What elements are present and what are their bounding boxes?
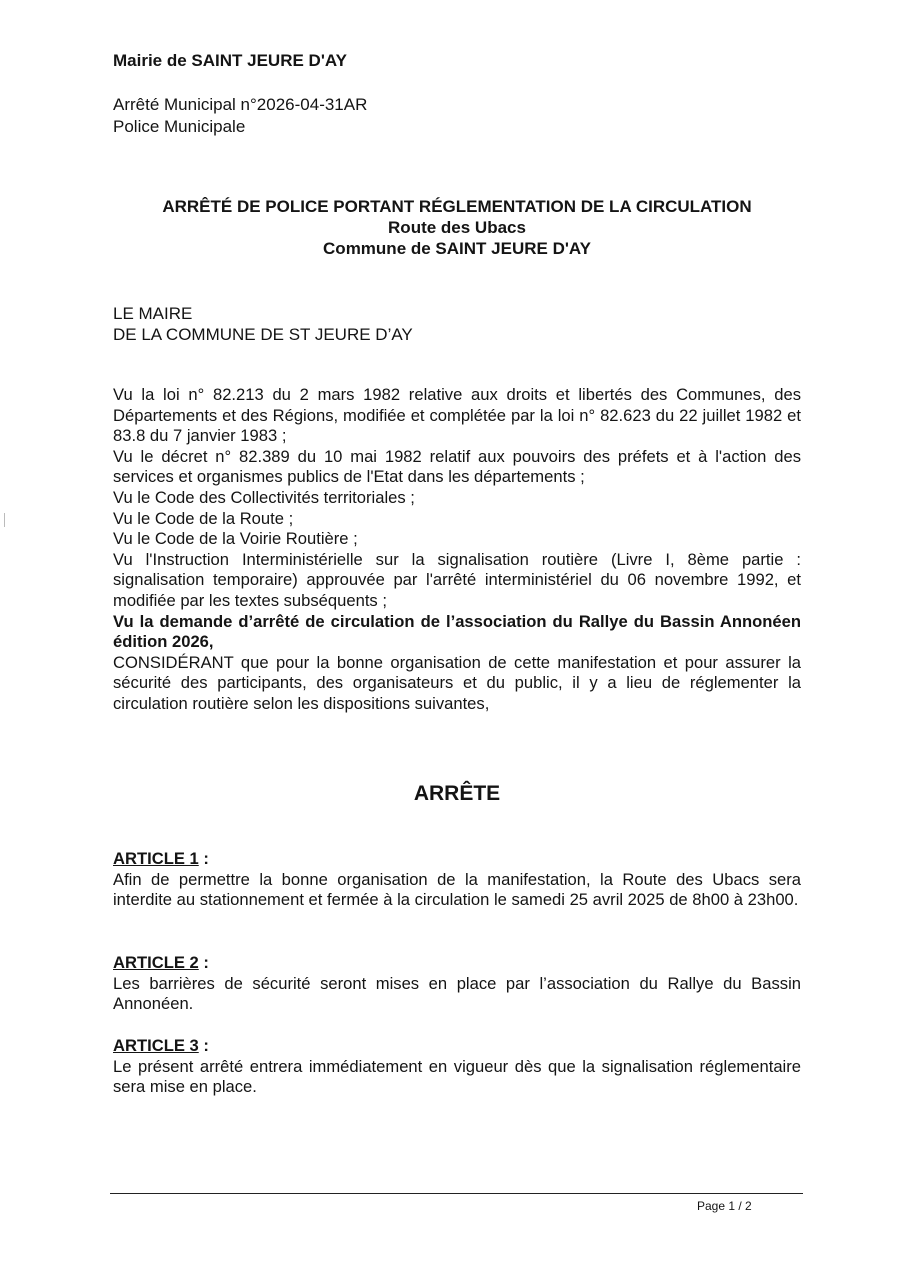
scan-artifact [4, 513, 5, 527]
article-1 [113, 849, 801, 911]
article-label: ARTICLE 3 [113, 1036, 199, 1055]
title-line-2: Route des Ubacs [388, 218, 526, 237]
article-text: Afin de permettre la bonne organisation de la manifestation, la Route des Ubacs sera interdite au stationnement et fermée à la circulation le samedi 25 avril 2025 de 8h00 à 23h00. [113, 869, 801, 910]
authority-line-2: DE LA COMMUNE DE ST JEURE D’AY [113, 325, 413, 344]
authority-line-1: LE MAIRE [113, 304, 193, 323]
article-colon: : [198, 849, 209, 868]
page-number: Page 1 / 2 [697, 1199, 752, 1213]
article-label: ARTICLE 2 [113, 953, 199, 972]
arrete-heading: ARRÊTE [413, 782, 501, 805]
visas-block [113, 385, 801, 715]
visa-item: Vu le Code de la Voirie Routière ; [113, 529, 358, 549]
article-heading [113, 953, 801, 974]
document-title [60, 196, 854, 259]
title-line-3: Commune de SAINT JEURE D'AY [323, 239, 591, 258]
article-text: Les barrières de sécurité seront mises en place par l’association du Rallye du Bassin Annonéen. [113, 973, 801, 1014]
mairie-header: Mairie de SAINT JEURE D'AY [113, 51, 347, 70]
article-heading [113, 1036, 801, 1057]
visa-item: Vu le Code de la Route ; [113, 508, 294, 528]
visa-item: Vu le Code des Collectivités territoriales ; [113, 487, 415, 507]
article-2 [113, 953, 801, 1015]
demande-paragraph: Vu la demande d’arrêté de circulation de l’association du Rallye du Bassin Annonéen édition 2026, [113, 611, 801, 652]
article-text: Le présent arrêté entrera immédiatement en vigueur dès que la signalisation réglementaire sera mise en place. [113, 1056, 801, 1097]
considerant-paragraph: CONSIDÉRANT que pour la bonne organisation de cette manifestation et pour assurer la sécurité des participants, des organisateurs et du public, il y a lieu de réglementer la circulation routière selon les dispositions suivantes, [113, 652, 801, 713]
article-colon: : [198, 1036, 209, 1055]
visa-item: Vu l'Instruction Interministérielle sur la signalisation routière (Livre I, 8ème partie : signalisation temporaire) approuvée par l'arrêté interministériel du 06 novembre 1992, et modifiée par les textes subséquents ; [113, 549, 801, 610]
article-heading [113, 849, 801, 870]
authority-block [113, 303, 413, 345]
footer-divider [110, 1193, 803, 1194]
visa-item: Vu le décret n° 82.389 du 10 mai 1982 relatif aux pouvoirs des préfets et à l'action des services et organismes publics de l'Etat dans les départements ; [113, 446, 801, 487]
article-label: ARTICLE 1 [113, 849, 199, 868]
service-name: Police Municipale [113, 117, 246, 136]
title-line-1: ARRÊTÉ DE POLICE PORTANT RÉGLEMENTATION DE LA CIRCULATION [162, 197, 752, 216]
article-3 [113, 1036, 801, 1098]
article-colon: : [198, 953, 209, 972]
visa-item: Vu la loi n° 82.213 du 2 mars 1982 relative aux droits et libertés des Communes, des Départements et des Régions, modifiée et complétée par la loi n° 82.623 du 22 juillet 1982 et 83.8 du 7 janvier 1983 ; [113, 385, 801, 446]
reference-block [113, 94, 367, 138]
arrete-reference: Arrêté Municipal n°2026-04-31AR [113, 95, 368, 114]
